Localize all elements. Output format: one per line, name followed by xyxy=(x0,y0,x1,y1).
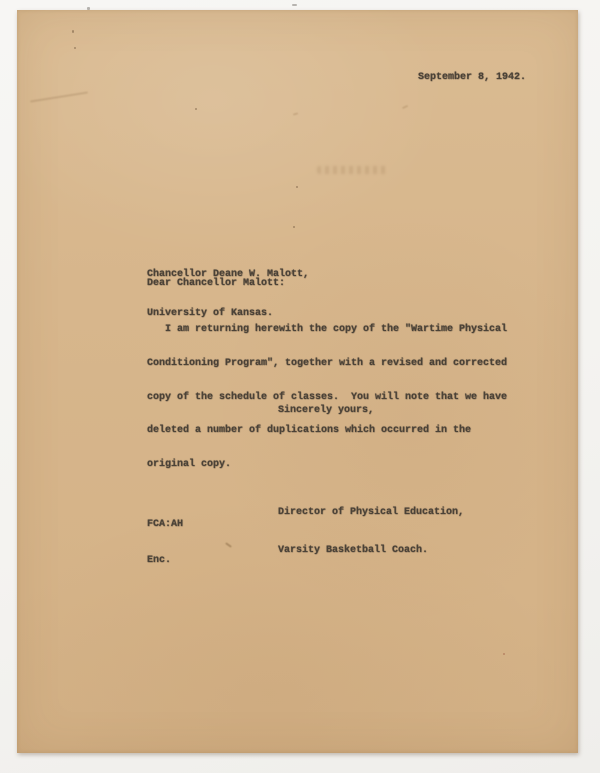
paper-speck xyxy=(195,108,197,110)
paper-smudge xyxy=(293,112,298,115)
paper-speck xyxy=(74,47,76,49)
paper-smudge xyxy=(402,105,408,109)
signer-title-line-1: Director of Physical Education, xyxy=(278,507,465,518)
background-speck xyxy=(292,4,297,6)
paper-speck xyxy=(72,30,74,33)
paper-speck xyxy=(296,186,298,188)
complimentary-closing: Sincerely yours, xyxy=(278,405,375,416)
body-line: deleted a number of duplications which occurred in the xyxy=(147,425,472,437)
salutation: Dear Chancellor Malott: xyxy=(147,278,286,289)
letter-date: September 8, 1942. xyxy=(418,72,527,83)
paper-crease xyxy=(30,91,88,102)
enclosure-notation: Enc. xyxy=(147,555,172,566)
paper-fleck xyxy=(225,542,232,548)
body-line: copy of the schedule of classes. You will note that we have xyxy=(147,391,508,403)
ghost-type-impression xyxy=(317,166,389,174)
reference-block xyxy=(147,495,183,591)
body-line: original copy. xyxy=(147,458,232,470)
letter-paper xyxy=(17,10,578,753)
paper-speck xyxy=(503,653,505,655)
recipient-name: Chancellor Deane W. Malott, xyxy=(147,269,310,280)
recipient-institution: University of Kansas. xyxy=(147,308,274,319)
body-line: I am returning herewith the copy of the "Wartime Physical xyxy=(147,324,508,336)
typist-initials: FCA:AH xyxy=(147,519,184,530)
letter-body xyxy=(147,302,507,492)
signature-block xyxy=(278,482,464,582)
signer-title-line-2: Varsity Basketball Coach. xyxy=(278,544,429,556)
body-line: Conditioning Program", together with a revised and corrected xyxy=(147,358,508,370)
paper-speck xyxy=(293,226,295,228)
